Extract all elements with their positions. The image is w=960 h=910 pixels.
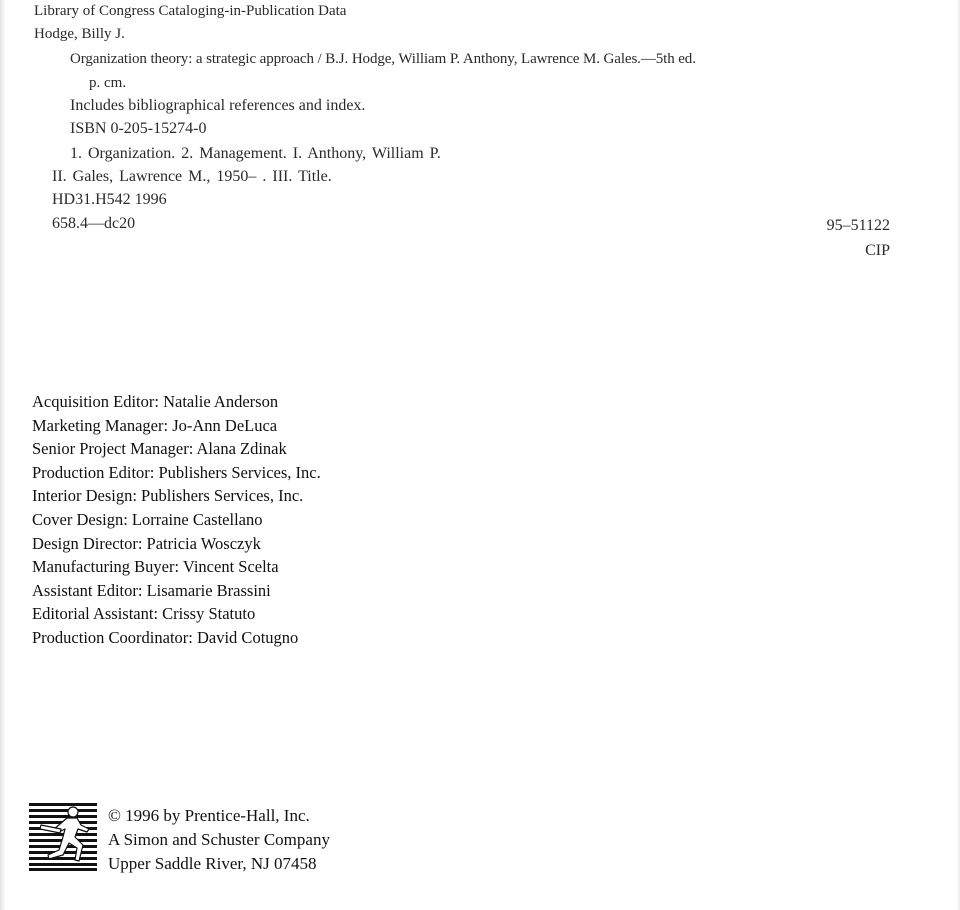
credit-line: Acquisition Editor: Natalie Anderson	[32, 392, 279, 411]
cip-mark: CIP	[865, 242, 890, 259]
cip-call-number: HD31.H542 1996	[52, 191, 167, 208]
copyright-line: © 1996 by Prentice-Hall, Inc.	[108, 806, 310, 825]
credit-line: Marketing Manager: Jo-Ann DeLuca	[32, 415, 278, 435]
cip-header: Library of Congress Cataloging-in-Publication Data	[34, 3, 347, 19]
credit-line: Interior Design: Publishers Services, Inc.	[32, 486, 304, 506]
copyright-block	[108, 804, 330, 876]
page-edge-right	[956, 0, 960, 910]
credit-line: Design Director: Patricia Wosczyk	[32, 533, 261, 553]
credits-list	[32, 390, 321, 650]
cip-pages: p. cm.	[89, 75, 127, 91]
cip-title-line: Organization theory: a strategic approach / B.J. Hodge, William P. Anthony, Lawrence M. Gales.—5th ed.	[70, 51, 696, 67]
publisher-company: A Simon and Schuster Company	[108, 830, 330, 849]
credit-line: Cover Design: Lorraine Castellano	[32, 509, 263, 529]
page-edge-left	[0, 0, 6, 910]
credit-line: Senior Project Manager: Alana Zdinak	[32, 439, 287, 459]
cip-dewey: 658.4—dc20	[52, 215, 136, 232]
cip-subjects-2: II. Gales, Lawrence M., 1950– . III. Title.	[52, 168, 332, 185]
cip-includes: Includes bibliographical references and index.	[70, 97, 366, 114]
credit-line: Assistant Editor: Lisamarie Brassini	[32, 580, 271, 600]
publisher-address: Upper Saddle River, NJ 07458	[108, 854, 317, 873]
credit-line: Editorial Assistant: Crissy Statuto	[32, 604, 256, 624]
cip-author: Hodge, Billy J.	[34, 26, 125, 42]
credit-line: Manufacturing Buyer: Vincent Scelta	[32, 557, 279, 577]
prentice-hall-runner-logo-icon	[29, 803, 97, 871]
cip-isbn: ISBN 0-205-15274-0	[70, 120, 207, 137]
cip-subjects-1: 1. Organization. 2. Management. I. Anthony, William P.	[70, 145, 441, 162]
credit-line: Production Coordinator: David Cotugno	[32, 627, 299, 647]
credit-line: Production Editor: Publishers Services, Inc.	[32, 462, 321, 482]
cip-lccn: 95–51122	[826, 217, 890, 234]
